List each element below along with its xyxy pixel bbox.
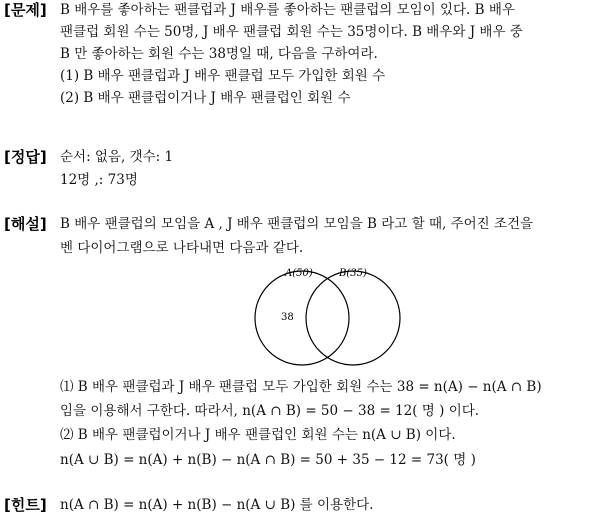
venn-only-left-value: 38 <box>281 312 294 323</box>
answer-line: 12명 ,: 73명 <box>60 172 138 188</box>
answer-label: [정답] <box>4 148 47 166</box>
explanation-line: ⑵ B 배우 팬클럽이거나 J 배우 팬클럽인 회원 수는 n(A ∪ B) 이다. <box>60 427 456 443</box>
hint-label: [힌트] <box>4 496 47 514</box>
explanation-line: 벤 다이어그램으로 나타내면 다음과 같다. <box>60 240 304 256</box>
explanation-label: [해설] <box>4 215 47 233</box>
venn-right-label: B(35) <box>339 268 367 279</box>
explanation-line: ⑴ B 배우 팬클럽과 J 배우 팬클럽 모두 가입한 회원 수는 38 = n(A) − n(A ∩ B) <box>60 379 542 395</box>
problem-line: (2) B 배우 팬클럽이거나 J 배우 팬클럽인 회원 수 <box>60 90 351 106</box>
problem-line: B 배우를 좋아하는 팬클럽과 J 배우를 좋아하는 팬클럽의 모임이 있다. B 배우 <box>60 2 515 18</box>
problem-line: (1) B 배우 팬클럽과 J 배우 팬클럽 모두 가입한 회원 수 <box>60 68 386 84</box>
venn-circle-left <box>255 271 349 365</box>
answer-line: 순서: 없음, 갯수: 1 <box>60 149 174 165</box>
hint-line: n(A ∩ B) = n(A) + n(B) − n(A ∪ B) 를 이용한다. <box>60 497 374 513</box>
explanation-line: 임을 이용해서 구한다. 따라서, n(A ∩ B) = 50 − 38 = 12( 명 ) 이다. <box>60 403 480 419</box>
explanation-line: n(A ∪ B) = n(A) + n(B) − n(A ∩ B) = 50 + 35 − 12 = 73( 명 ) <box>60 452 476 468</box>
venn-left-label: A(50) <box>285 268 313 279</box>
explanation-line: B 배우 팬클럽의 모임을 A , J 배우 팬클럽의 모임을 B 라고 할 때, 주어진 조건을 <box>60 216 534 232</box>
problem-line: B 만 좋아하는 회원 수는 38명일 때, 다음을 구하여라. <box>60 46 378 62</box>
problem-line: 팬클럽 회원 수는 50명, J 배우 팬클럽 회원 수는 35명이다. B 배우와 J 배우 중 <box>60 24 523 40</box>
problem-label: [문제] <box>4 1 47 19</box>
venn-circle-right <box>306 271 400 365</box>
venn-diagram <box>0 262 592 372</box>
